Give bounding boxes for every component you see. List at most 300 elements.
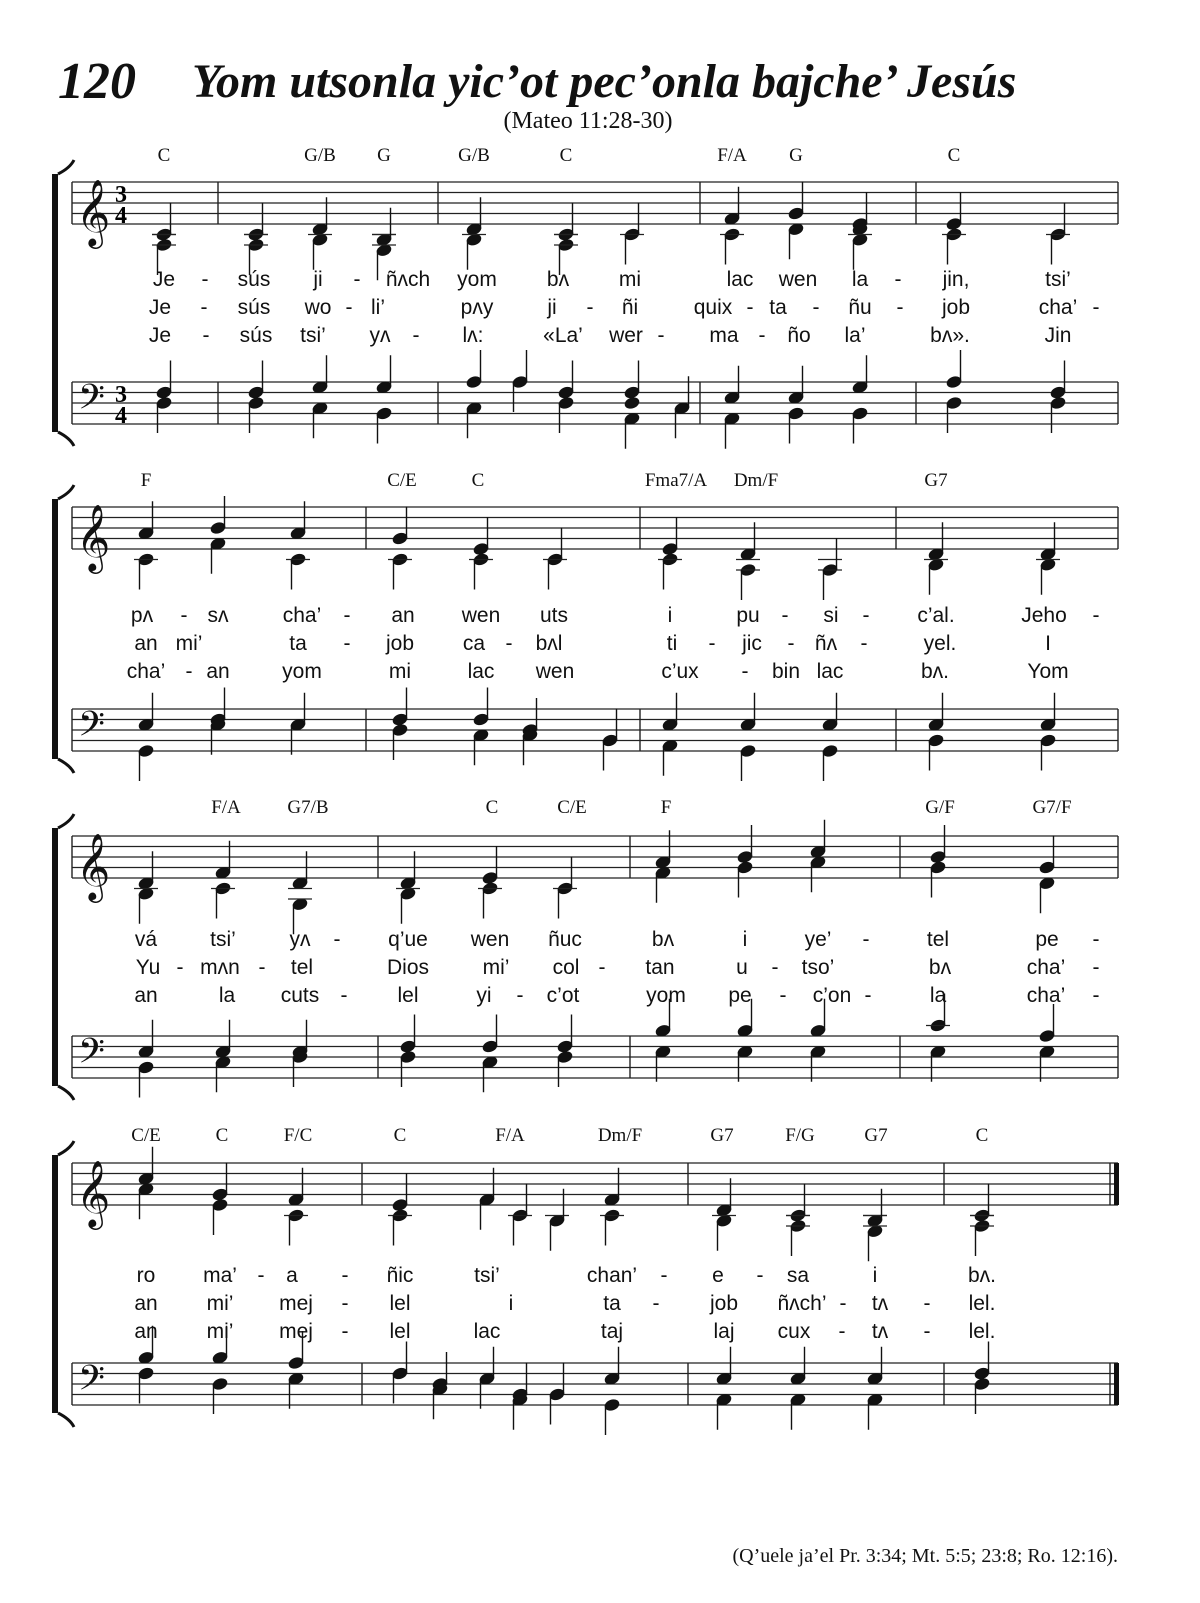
lyric-verse-3-syllable: yom <box>282 660 322 683</box>
treble-clef-icon: 𝄞 <box>76 178 111 246</box>
lyric-verse-3-syllable: yʌ <box>369 324 391 347</box>
lyric-verse-3-syllable: lel <box>397 984 419 1007</box>
lyric-verse-2-syllable: an <box>134 632 158 655</box>
lyric-verse-2-syllable: - <box>708 632 716 655</box>
lyric-verse-3-syllable: c’ux <box>661 660 699 683</box>
treble-chord <box>211 841 235 919</box>
lyric-verse-2-syllable: tʌ <box>871 1292 889 1315</box>
lyric-verse-2-syllable: - <box>176 956 184 979</box>
lyric-verse-3-syllable: la <box>218 984 236 1007</box>
treble-chord <box>284 1168 308 1246</box>
lyric-verse-2-syllable: ñu <box>848 296 872 319</box>
treble-staff <box>72 1159 1119 1230</box>
lyric-verse-1-syllable: - <box>353 268 361 291</box>
lyric-verse-3-syllable: - <box>741 660 749 683</box>
lyric-verse-2-syllable: job <box>385 632 415 655</box>
bass-clef-icon: 𝄢 <box>78 1030 106 1080</box>
bass-chord <box>375 355 393 443</box>
final-bar-thick <box>1114 1163 1119 1205</box>
lyric-verse-2-syllable: lel <box>389 1292 411 1315</box>
lyric-verse-1-syllable: Jeho <box>1021 604 1067 627</box>
bass-chord <box>661 693 679 776</box>
bass-chord <box>1039 693 1057 771</box>
treble-clef-icon: 𝄞 <box>76 503 111 571</box>
lyric-verse-1-syllable: sa <box>786 1264 810 1287</box>
bass-chord <box>209 688 227 755</box>
treble-chord <box>924 522 948 595</box>
lyric-verse-3-syllable: cha’ <box>1026 984 1066 1007</box>
bass-staff <box>72 704 1118 753</box>
lyric-verse-3-syllable: - <box>838 1320 846 1343</box>
lyric-verse-3-syllable: lac <box>473 1320 501 1343</box>
bass-chord <box>789 1347 807 1430</box>
lyric-verse-1-syllable: la <box>851 268 869 291</box>
lyric-verse-1-syllable: - <box>180 604 188 627</box>
time-signature-top: 3 <box>115 382 127 408</box>
lyric-verse-3-syllable: la <box>929 984 947 1007</box>
lyric-verse-1-syllable: - <box>257 1264 265 1287</box>
bass-chord <box>787 366 805 444</box>
lyric-verse-1-syllable: - <box>1092 604 1100 627</box>
lyric-verse-1-syllable: i <box>667 604 673 627</box>
lyric-verse-1-syllable: - <box>333 928 341 951</box>
lyric-verse-3-syllable: - <box>758 324 766 347</box>
chord-symbol: C <box>471 470 485 491</box>
lyric-verse-3-syllable: Yom <box>1027 660 1069 683</box>
lyric-verse-2-syllable: tan <box>645 956 675 979</box>
bass-chord <box>673 376 691 438</box>
lyric-verse-1-syllable: tsi’ <box>474 1264 500 1287</box>
lyric-verse-1-syllable: ji <box>313 268 323 291</box>
treble-chord <box>545 1189 569 1251</box>
footer-references: (Q’uele ja’el Pr. 3:34; Mt. 5:5; 23:8; Ro. 12:16). <box>732 1545 1118 1567</box>
lyric-verse-2-syllable: mi’ <box>206 1292 234 1315</box>
lyric-verse-2-syllable: - <box>1092 956 1100 979</box>
lyric-verse-2-syllable: u <box>736 956 748 979</box>
lyric-verse-2-syllable: ñi <box>621 296 639 319</box>
bass-chord <box>821 693 839 781</box>
bass-chord <box>548 1363 566 1425</box>
chord-symbol: F <box>140 470 152 491</box>
lyric-verse-2-syllable: sús <box>237 296 271 319</box>
treble-chord <box>654 830 672 903</box>
lyric-verse-1-syllable: wen <box>461 604 501 627</box>
lyric-verse-1-syllable: a <box>286 1264 298 1287</box>
lyric-verse-2-syllable: job <box>941 296 971 319</box>
lyric-verse-3-syllable: - <box>516 984 524 1007</box>
lyric-verse-2-syllable: an <box>134 1292 158 1315</box>
chord-symbol: G7/F <box>1032 797 1072 818</box>
bracket-top-hook <box>58 814 74 828</box>
bass-chord <box>137 1020 155 1098</box>
bass-chord <box>851 355 869 443</box>
treble-chord <box>848 192 872 270</box>
lyric-verse-3-syllable: - <box>202 324 210 347</box>
bass-chord <box>311 355 329 438</box>
chord-symbol: Dm/F <box>733 470 779 491</box>
lyric-verse-2-syllable: ca <box>462 632 486 655</box>
lyric-verse-1-syllable: i <box>872 1264 878 1287</box>
treble-chord <box>396 851 420 924</box>
system-bracket <box>52 174 58 432</box>
lyric-verse-2-syllable: - <box>771 956 779 979</box>
lyric-verse-1-syllable: c’al. <box>917 604 955 627</box>
lyric-verse-3-syllable: - <box>1092 984 1100 1007</box>
lyric-verse-1-syllable: yʌ <box>289 928 311 951</box>
treble-chord <box>787 182 805 260</box>
lyric-verse-3-syllable: tsi’ <box>300 324 326 347</box>
bass-chord <box>399 1015 417 1088</box>
chord-symbol: F/A <box>495 1125 525 1146</box>
lyric-verse-2-syllable: tel <box>290 956 314 979</box>
lyric-verse-2-syllable: jic <box>742 632 762 655</box>
chord-symbol: Dm/F <box>597 1125 643 1146</box>
lyric-verse-1-syllable: tsi’ <box>210 928 236 951</box>
bass-chord <box>478 1347 496 1409</box>
lyric-verse-3-syllable: an <box>134 984 158 1007</box>
lyric-verse-1-syllable: uts <box>539 604 569 627</box>
bass-chord <box>715 1347 733 1430</box>
lyric-verse-2-syllable: - <box>1092 296 1100 319</box>
chord-symbol: C <box>975 1125 989 1146</box>
lyric-verse-2-syllable: col <box>552 956 580 979</box>
lyric-verse-3-syllable: an <box>134 1320 158 1343</box>
time-signature-top: 3 <box>115 182 127 208</box>
treble-chord <box>1036 522 1060 595</box>
lyric-verse-2-syllable: - <box>341 1292 349 1315</box>
lyric-verse-1-syllable: bʌ <box>546 268 570 291</box>
bass-chord <box>809 999 827 1082</box>
bass-chord <box>214 1020 232 1093</box>
lyric-verse-3-syllable: lac <box>467 660 495 683</box>
lyric-verse-3-syllable: - <box>864 984 872 1007</box>
treble-chord <box>209 496 227 574</box>
lyric-verse-3-syllable: wen <box>535 660 575 683</box>
chord-symbol: F/A <box>717 145 747 166</box>
chord-symbol: F/A <box>211 797 241 818</box>
treble-chord <box>818 538 842 600</box>
lyric-verse-3-syllable: ma <box>709 324 739 347</box>
lyric-verse-1-syllable: an <box>391 604 415 627</box>
bass-chord <box>511 1363 529 1430</box>
lyric-verse-3-syllable: «La’ <box>543 324 583 347</box>
treble-clef-icon: 𝄞 <box>76 832 111 900</box>
lyric-verse-1-syllable: cha’ <box>282 604 322 627</box>
lyric-verse-2-syllable: mʌn <box>200 956 240 979</box>
chord-symbol: G7 <box>924 470 948 491</box>
lyric-verse-3-syllable: ño <box>787 324 811 347</box>
lyric-verse-2-syllable: pʌy <box>460 296 494 319</box>
lyric-verse-2-syllable: cha’ <box>1038 296 1078 319</box>
system-bracket <box>52 499 58 759</box>
lyric-verse-1-syllable: ñuc <box>548 928 582 951</box>
lyric-verse-1-syllable: Je <box>152 268 176 291</box>
lyric-verse-1-syllable: si <box>823 604 839 627</box>
chord-symbol: G7 <box>710 1125 734 1146</box>
bracket-bottom-hook <box>58 432 74 446</box>
treble-chord <box>553 857 577 919</box>
lyric-verse-2-syllable: mi’ <box>482 956 510 979</box>
chord-symbol: C <box>947 145 961 166</box>
lyric-verse-1-syllable: mi <box>618 268 642 291</box>
lyric-verse-3-syllable: c’on <box>812 984 852 1007</box>
treble-chord <box>286 501 310 589</box>
lyric-verse-2-syllable: job <box>709 1292 739 1315</box>
lyric-verse-2-syllable: ñʌch’ <box>777 1292 827 1315</box>
lyric-verse-3-syllable: taj <box>600 1320 624 1343</box>
bass-staff <box>72 1358 1119 1407</box>
chord-symbol: C <box>559 145 573 166</box>
bass-chord <box>137 693 155 781</box>
lyric-verse-1-syllable: vá <box>134 928 158 951</box>
treble-chord <box>720 187 744 265</box>
treble-chord <box>1038 836 1056 914</box>
lyric-verse-2-syllable: cha’ <box>1026 956 1066 979</box>
chord-symbol: F/C <box>283 1125 313 1146</box>
lyric-verse-1-syllable: - <box>201 268 209 291</box>
lyric-verse-1-syllable: pu <box>736 604 760 627</box>
lyric-verse-3-syllable: cuts <box>280 984 320 1007</box>
lyric-verse-3-syllable: - <box>923 1320 931 1343</box>
bass-chord <box>465 350 483 438</box>
lyric-verse-2-syllable: - <box>343 632 351 655</box>
lyric-verse-2-syllable: - <box>586 296 594 319</box>
treble-chord <box>134 851 158 924</box>
lyric-verse-1-syllable: chan’ <box>586 1264 638 1287</box>
treble-chord <box>288 851 312 934</box>
bass-chord <box>556 1015 574 1088</box>
lyric-verse-3-syllable: pe <box>728 984 752 1007</box>
lyric-verse-2-syllable: - <box>258 956 266 979</box>
lyric-verse-2-syllable: - <box>505 632 513 655</box>
lyric-verse-1-syllable: yom <box>457 268 497 291</box>
lyric-verse-3-syllable: mi’ <box>206 1320 234 1343</box>
lyric-verse-1-syllable: wen <box>778 268 818 291</box>
lyric-verse-3-syllable: - <box>340 984 348 1007</box>
chord-symbol: C/E <box>387 470 417 491</box>
lyric-verse-2-syllable: bʌl <box>535 632 563 655</box>
bass-chord <box>601 709 619 771</box>
lyric-verse-2-syllable: bʌ <box>928 956 952 979</box>
chord-symbol: C/E <box>131 1125 161 1146</box>
lyric-verse-2-syllable: - <box>839 1292 847 1315</box>
lyric-verse-3-syllable: mej <box>279 1320 313 1343</box>
treble-chord <box>809 820 827 893</box>
bass-chord <box>1049 361 1067 434</box>
treble-clef-icon: 𝄞 <box>76 1159 111 1227</box>
lyric-verse-3-syllable: tʌ <box>871 1320 889 1343</box>
lyric-verse-2-syllable: - <box>812 296 820 319</box>
lyric-verse-1-syllable: jin, <box>942 268 970 291</box>
lyric-verse-1-syllable: i <box>742 928 748 951</box>
chord-symbol: G <box>377 145 391 166</box>
lyric-verse-3-syllable: lac <box>816 660 844 683</box>
lyric-verse-1-syllable: - <box>660 1264 668 1287</box>
bass-chord <box>739 693 757 781</box>
treble-staff <box>72 503 1118 574</box>
notehead <box>623 395 641 410</box>
bass-chord <box>654 999 672 1082</box>
lyric-verse-2-syllable: ji <box>547 296 557 319</box>
bass-chord <box>247 361 265 434</box>
lyric-verse-2-syllable: wo <box>304 296 332 319</box>
lyric-verse-1-syllable: bʌ <box>651 928 675 951</box>
bracket-bottom-hook <box>58 1413 74 1427</box>
bass-chord <box>945 350 963 433</box>
lyric-verse-3-syllable: - <box>779 984 787 1007</box>
bass-chord <box>603 1347 621 1435</box>
chord-symbol: G <box>789 145 803 166</box>
bracket-bottom-hook <box>58 1086 74 1100</box>
lyric-verse-1-syllable: ma’ <box>203 1264 237 1287</box>
lyric-verse-3-syllable: - <box>341 1320 349 1343</box>
lyric-verse-2-syllable: ta <box>289 632 307 655</box>
chord-symbol: Fma7/A <box>644 470 708 491</box>
lyric-verse-2-syllable: - <box>652 1292 660 1315</box>
chord-symbol: F/G <box>785 1125 815 1146</box>
treble-chord <box>712 1178 736 1251</box>
system-2 <box>52 485 1118 781</box>
treble-chord <box>134 501 158 589</box>
lyric-verse-2-syllable: mej <box>279 1292 313 1315</box>
bass-clef-icon: 𝄢 <box>78 703 106 753</box>
treble-chord <box>620 203 644 265</box>
lyric-verse-2-syllable: - <box>896 296 904 319</box>
lyric-verse-2-syllable: quix <box>693 296 733 319</box>
lyric-verse-3-syllable: la’ <box>844 324 866 347</box>
bass-chord <box>927 693 945 771</box>
lyric-verse-1-syllable: tsi’ <box>1045 268 1071 291</box>
bass-chord <box>866 1347 884 1430</box>
chord-symbol: G/B <box>458 145 490 166</box>
bass-chord <box>472 688 490 766</box>
lyric-verse-1-syllable: - <box>894 268 902 291</box>
chord-symbol: G7/B <box>287 797 329 818</box>
system-4 <box>52 1141 1119 1435</box>
system-bracket <box>52 1155 58 1413</box>
bass-chord <box>155 361 173 434</box>
lyric-verse-2-syllable: Dios <box>386 956 430 979</box>
lyric-verse-3-syllable: Je <box>148 324 172 347</box>
lyric-verse-3-syllable: lel. <box>968 1320 996 1343</box>
lyric-verse-2-syllable: Je <box>148 296 172 319</box>
final-bar-thick <box>1114 1363 1119 1405</box>
lyric-verse-2-syllable: - <box>598 956 606 979</box>
lyric-verse-3-syllable: - <box>412 324 420 347</box>
lyric-verse-1-syllable: ro <box>136 1264 156 1287</box>
bass-chord <box>723 366 741 449</box>
lyric-verse-2-syllable: ti <box>666 632 678 655</box>
lyric-verse-1-syllable: lac <box>726 268 754 291</box>
lyric-verse-1-syllable: - <box>343 604 351 627</box>
lyric-verse-3-syllable: sús <box>239 324 273 347</box>
lyric-verse-3-syllable: lʌ: <box>462 324 484 347</box>
chord-symbol: G7 <box>864 1125 888 1146</box>
lyric-verse-3-syllable: - <box>185 660 193 683</box>
treble-chord <box>543 528 567 590</box>
lyric-verse-1-syllable: - <box>756 1264 764 1287</box>
lyric-verse-3-syllable: yom <box>646 984 686 1007</box>
chord-symbol: C <box>485 797 499 818</box>
treble-chord <box>478 1168 496 1230</box>
lyric-verse-1-syllable: - <box>862 928 870 951</box>
lyric-verse-1-syllable: - <box>862 604 870 627</box>
hymn-number: 120 <box>58 53 136 110</box>
lyric-verse-3-syllable: lel <box>389 1320 411 1343</box>
lyric-verse-1-syllable: ñʌch <box>385 268 431 291</box>
lyric-verse-3-syllable: bin <box>771 660 801 683</box>
bass-chord <box>521 698 539 765</box>
lyric-verse-1-syllable: wen <box>470 928 510 951</box>
treble-chord <box>308 197 332 270</box>
lyric-verse-3-syllable: Jin <box>1044 324 1072 347</box>
treble-chord <box>388 507 412 590</box>
bass-chord <box>291 1020 309 1087</box>
lyric-verse-1-syllable: bʌ. <box>967 1264 997 1287</box>
lyric-verse-3-syllable: mi <box>388 660 412 683</box>
bass-chord <box>557 361 575 434</box>
lyric-verse-1-syllable: pe <box>1035 928 1059 951</box>
treble-chord <box>863 1189 887 1262</box>
lyric-verse-3-syllable: bʌ». <box>930 324 970 347</box>
lyric-verse-2-syllable: I <box>1045 632 1051 655</box>
lyric-verse-1-syllable: pʌ <box>130 604 154 627</box>
lyric-verse-3-syllable: c’ot <box>546 984 580 1007</box>
lyric-verse-2-syllable: ta <box>603 1292 621 1315</box>
chord-symbol: C/E <box>557 797 587 818</box>
lyric-verse-2-syllable: li’ <box>371 296 385 319</box>
scripture-text: (Mateo 11:28-30) <box>503 108 673 134</box>
lyric-verse-2-syllable: Yu <box>135 956 161 979</box>
bracket-top-hook <box>58 1141 74 1155</box>
lyric-verse-3-syllable: cha’ <box>126 660 166 683</box>
lyric-verse-2-syllable: - <box>345 296 353 319</box>
bass-chord <box>481 1015 499 1093</box>
chord-symbol: G/B <box>304 145 336 166</box>
lyric-verse-3-syllable: cux <box>777 1320 811 1343</box>
lyric-verse-2-syllable: - <box>860 632 868 655</box>
lyric-verse-3-syllable: - <box>657 324 665 347</box>
time-signature-bottom: 4 <box>115 203 127 229</box>
bass-chord <box>431 1352 449 1419</box>
lyric-verse-3-syllable: wer <box>609 324 643 347</box>
lyric-verse-1-syllable: - <box>341 1264 349 1287</box>
lyric-verse-1-syllable: ye’ <box>804 928 832 951</box>
lyric-verse-1-syllable: e <box>712 1264 724 1287</box>
bracket-bottom-hook <box>58 759 74 773</box>
bracket-top-hook <box>58 485 74 499</box>
bass-clef-icon: 𝄢 <box>78 1357 106 1407</box>
lyric-verse-2-syllable: lel. <box>968 1292 996 1315</box>
lyric-verse-2-syllable: ta <box>769 296 787 319</box>
hymn-title: Yom utsonla yic’ot pec’onla bajche’ Jesús <box>192 55 1017 108</box>
treble-chord <box>600 1168 624 1246</box>
chord-symbol: G/F <box>925 797 955 818</box>
treble-chord <box>462 197 486 270</box>
bass-chord <box>973 1342 991 1415</box>
lyric-verse-1-syllable: - <box>1092 928 1100 951</box>
bass-chord <box>1038 1004 1056 1082</box>
lyric-verse-1-syllable: ñic <box>386 1264 414 1287</box>
lyric-verse-1-syllable: sús <box>237 268 271 291</box>
lyric-verse-3-syllable: yi <box>476 984 492 1007</box>
bass-clef-icon: 𝄢 <box>78 376 106 426</box>
lyric-verse-3-syllable: an <box>206 660 230 683</box>
chord-symbol: F <box>660 797 672 818</box>
lyric-verse-2-syllable: - <box>746 296 754 319</box>
bracket-top-hook <box>58 160 74 174</box>
lyric-verse-2-syllable: - <box>200 296 208 319</box>
